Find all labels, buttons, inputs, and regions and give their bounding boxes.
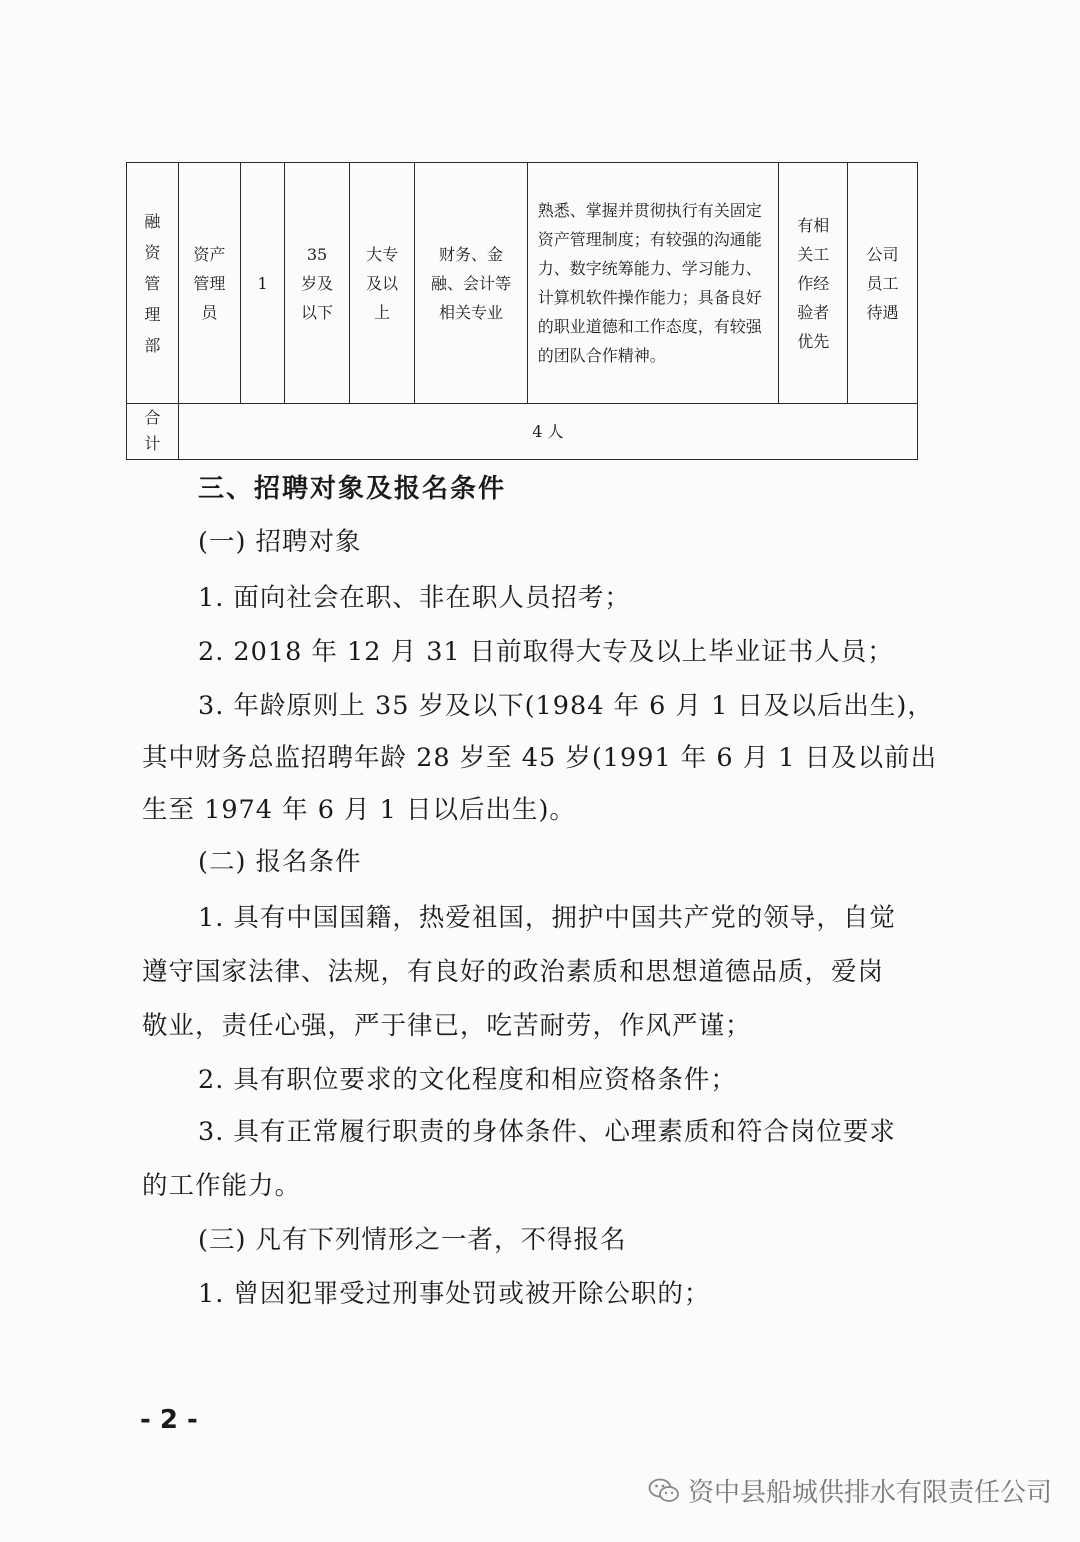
table-row	[127, 163, 918, 404]
subheading-disqualifications: (三) 凡有下列情形之一者，不得报名	[198, 1225, 627, 1255]
paragraph-line: 1. 面向社会在职、非在职人员招考；	[198, 583, 631, 613]
education-cell: 大专及以上	[350, 163, 415, 404]
watermark	[648, 1472, 1052, 1509]
paragraph-line: 2. 2018 年 12 月 31 日前取得大专及以上毕业证书人员；	[198, 637, 894, 667]
position-cell: 资产管理员	[178, 163, 240, 404]
subheading-application-conditions: (二) 报名条件	[198, 847, 362, 877]
subheading-recruitment-target: (一) 招聘对象	[198, 527, 362, 557]
total-label: 合计	[127, 404, 179, 460]
requirements-cell: 熟悉、掌握并贯彻执行有关固定资产管理制度；有较强的沟通能力、数字统筹能力、学习能力、计算机软件操作能力；具备良好的职业道德和工作态度，有较强的团队合作精神。	[527, 163, 779, 404]
department-cell: 融资管理部	[127, 163, 179, 404]
paragraph-line: 1. 曾因犯罪受过刑事处罚或被开除公职的；	[198, 1279, 711, 1309]
paragraph-line: 3. 具有正常履行职责的身体条件、心理素质和符合岗位要求	[198, 1117, 896, 1147]
paragraph-line: 其中财务总监招聘年龄 28 岁至 45 岁(1991 年 6 月 1 日及以前出	[142, 743, 938, 773]
paragraph-line: 2. 具有职位要求的文化程度和相应资格条件；	[198, 1065, 737, 1095]
treatment-cell: 公司员工待遇	[848, 163, 918, 404]
paragraph-line: 生至 1974 年 6 月 1 日以后出生)。	[142, 795, 576, 825]
age-cell: 35岁及以下	[285, 163, 350, 404]
count-cell: 1	[241, 163, 285, 404]
watermark-text: 资中县船城供排水有限责任公司	[688, 1478, 1053, 1508]
major-cell: 财务、金融、会计等相关专业	[415, 163, 528, 404]
preference-cell: 有相关工作经验者优先	[779, 163, 848, 404]
paragraph-line: 敬业，责任心强，严于律已，吃苦耐劳，作风严谨；	[142, 1011, 752, 1041]
paragraph-line: 3. 年龄原则上 35 岁及以下(1984 年 6 月 1 日及以后出生)，	[198, 691, 934, 721]
section-heading: 三、招聘对象及报名条件	[198, 474, 507, 504]
wechat-icon	[648, 1478, 680, 1504]
paragraph-line: 1. 具有中国国籍，热爱祖国，拥护中国共产党的领导，自觉	[198, 903, 896, 933]
total-value: 4 人	[178, 404, 917, 460]
paragraph-line: 的工作能力。	[142, 1171, 302, 1201]
recruitment-table	[126, 162, 918, 460]
table-total-row	[127, 404, 918, 460]
paragraph-line: 遵守国家法律、法规，有良好的政治素质和思想道德品质，爱岗	[142, 957, 885, 987]
page-number: - 2 -	[140, 1405, 198, 1435]
